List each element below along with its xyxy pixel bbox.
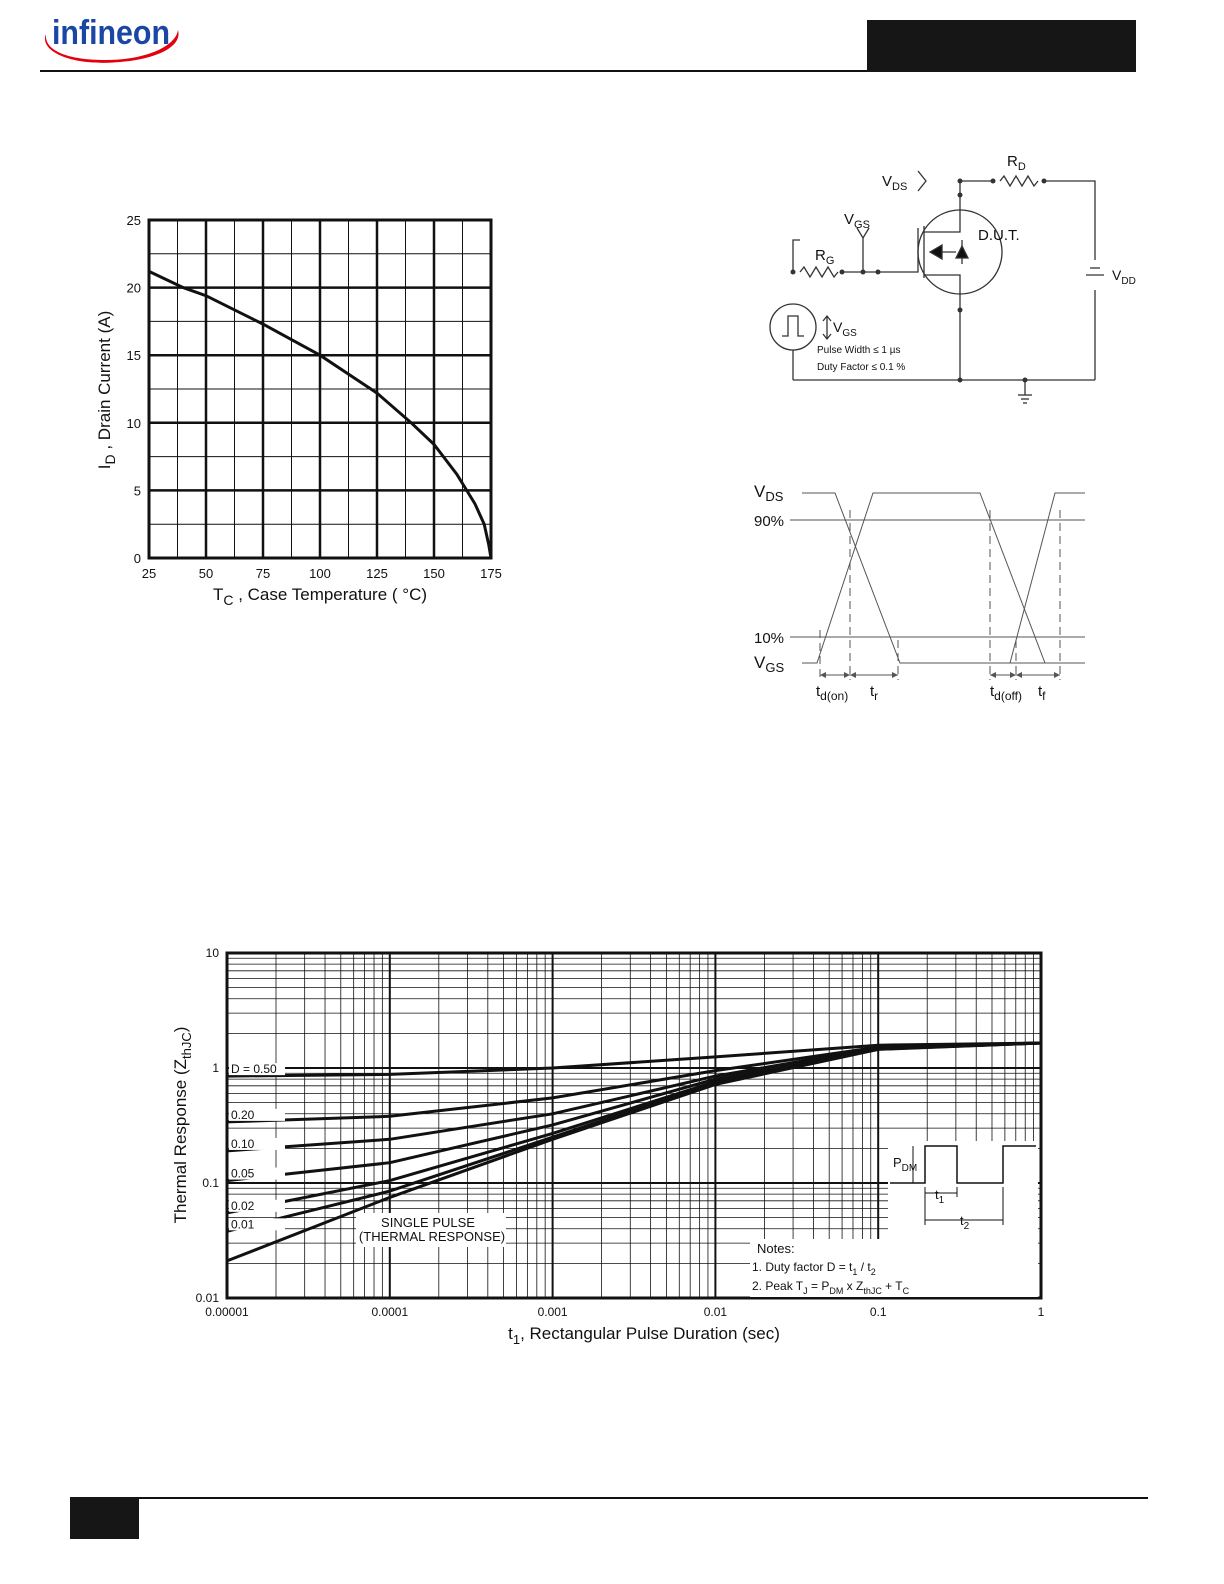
y-tick-label: 1 <box>212 1061 219 1075</box>
x-tick-label: 175 <box>480 566 502 581</box>
thermal-y-label: Thermal Response $(Z_{thJC})$ <box>171 1026 194 1224</box>
waveform-label-td-off: $t_{d(off)}$ <box>990 683 1022 703</box>
y-tick-label: 0.1 <box>202 1176 219 1190</box>
x-tick-label: 150 <box>423 566 445 581</box>
x-tick-label: 75 <box>255 566 271 581</box>
header-title-box <box>867 20 1136 72</box>
drain-current-grid <box>149 220 491 558</box>
x-tick-label: 0.001 <box>537 1305 568 1319</box>
y-tick-label: 0 <box>133 551 141 566</box>
circuit-label-vds: $V_{DS}$ <box>882 173 908 193</box>
waveform-label-90: 90% <box>754 513 785 530</box>
x-tick-label: 50 <box>198 566 214 581</box>
footer-rule <box>70 1497 1148 1499</box>
circuit-label-vgs-top: $V_{GS}$ <box>844 211 870 231</box>
x-tick-label: 100 <box>309 566 331 581</box>
y-tick-label: 25 <box>126 213 141 228</box>
pulse-inset-t1: $t_1$ <box>935 1187 945 1206</box>
thermal-curve-labels <box>229 1062 285 1231</box>
waveform-label-td-on: $t_{d(on)}$ <box>816 683 849 703</box>
pulse-inset-pdm: $P_{DM}$ <box>893 1155 918 1174</box>
series-label: 0.02 <box>231 1198 255 1213</box>
x-tick-label: 125 <box>366 566 388 581</box>
circuit-label-vdd: $V_{DD}$ <box>1112 267 1136 287</box>
x-tick-label: 1 <box>1037 1305 1045 1319</box>
circuit-label-pulse-width: Pulse Width ≤ 1 µs <box>817 345 901 356</box>
y-tick-label: 0.01 <box>195 1291 219 1305</box>
pulse-inset-t2: $t_2$ <box>960 1213 970 1232</box>
y-tick-label: 20 <box>126 280 141 296</box>
notes-title: Notes: <box>757 1241 795 1256</box>
switching-test-circuit <box>760 140 1160 410</box>
drain-current-x-label: $T_C$ , Case Temperature ( °C) <box>212 585 428 608</box>
thermal-series-line <box>227 1043 1041 1151</box>
drain-current-x-ticks <box>142 566 502 581</box>
single-pulse-label-line1: SINGLE PULSE <box>381 1215 475 1230</box>
series-label: 0.05 <box>231 1166 255 1181</box>
x-tick-label: 0.0001 <box>371 1305 409 1319</box>
series-label: 0.10 <box>231 1136 255 1151</box>
x-tick-label: 0.1 <box>869 1305 887 1319</box>
waveform-label-vds: $V_{DS}$ <box>754 482 784 504</box>
circuit-label-rg: $R_G$ <box>815 247 835 267</box>
note-duty-factor: 1. Duty factor $D = t_1 / t_2$ <box>752 1260 876 1277</box>
drain-current-y-ticks <box>127 213 141 566</box>
waveform-label-10: 10% <box>754 630 785 647</box>
x-tick-label: 0.00001 <box>205 1305 249 1319</box>
waveform-label-tr: $t_r$ <box>870 683 879 703</box>
footer-page-box <box>70 1497 139 1539</box>
logo-wordmark: infineon <box>52 14 170 52</box>
drain-current-y-label: $I_D$ , Drain Current (A) <box>95 310 118 470</box>
thermal-x-label: $t_1$, Rectangular Pulse Duration (sec) <box>508 1324 780 1347</box>
circuit-label-duty-factor: Duty Factor ≤ 0.1 % <box>817 362 906 373</box>
series-label: 0.20 <box>231 1107 255 1122</box>
x-tick-label: 0.01 <box>703 1305 728 1319</box>
single-pulse-label-line2: (THERMAL RESPONSE) <box>358 1229 506 1244</box>
thermal-y-ticks <box>196 946 220 1305</box>
y-tick-label: 10 <box>126 415 141 431</box>
circuit-label-rd: $R_D$ <box>1007 153 1026 173</box>
waveform-label-vgs: $V_{GS}$ <box>754 653 785 675</box>
thermal-x-ticks <box>205 1305 1044 1319</box>
drain-current-chart <box>80 200 520 620</box>
y-tick-label: 10 <box>205 946 219 960</box>
y-tick-label: 5 <box>133 483 141 499</box>
waveform-lines <box>790 493 1085 680</box>
circuit-label-dut: D.U.T. <box>978 227 1020 244</box>
infineon-logo <box>36 8 186 72</box>
circuit-label-vgs-source: $V_{GS}$ <box>833 319 857 339</box>
waveform-label-tf: $t_f$ <box>1038 683 1046 703</box>
series-label: D = 0.50 <box>231 1062 277 1077</box>
thermal-response-chart <box>160 935 1060 1355</box>
y-tick-label: 15 <box>126 348 141 364</box>
x-tick-label: 25 <box>141 566 157 581</box>
series-label: 0.01 <box>231 1217 255 1232</box>
switching-waveforms <box>750 470 1100 715</box>
note-peak-tj: 2. Peak $T_J = P_{DM}$ x $Z_{thJC} + T_C$ <box>752 1279 910 1296</box>
